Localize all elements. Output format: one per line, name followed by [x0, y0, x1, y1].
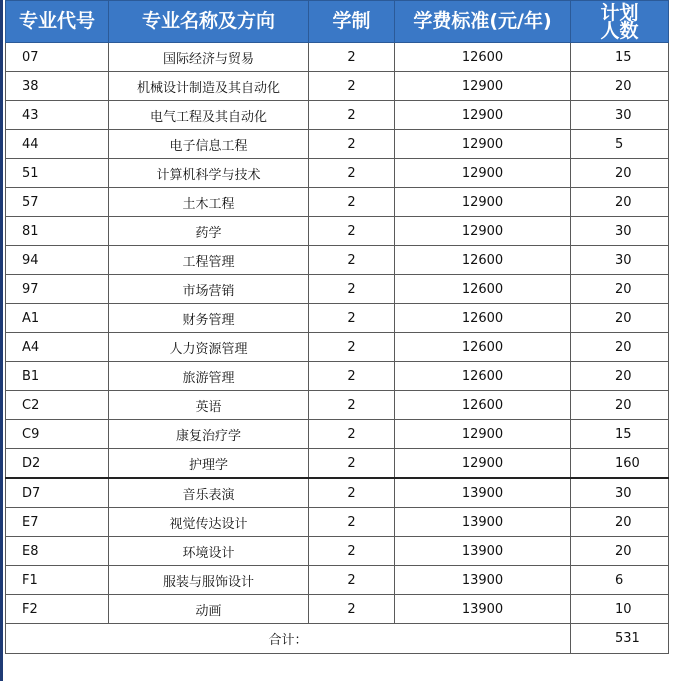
table-row [6, 508, 669, 537]
cell-name: 旅游管理 [109, 362, 309, 391]
cell-code: E7 [6, 508, 109, 537]
cell-plan: 20 [571, 508, 669, 537]
cell-plan: 20 [571, 304, 669, 333]
cell-name: 机械设计制造及其自动化 [109, 72, 309, 101]
cell-years: 2 [309, 566, 395, 595]
cell-name: 护理学 [109, 449, 309, 479]
header-code: 专业代号 [6, 1, 109, 43]
cell-years: 2 [309, 130, 395, 159]
cell-plan: 10 [571, 595, 669, 624]
header-fee: 学费标准(元/年) [395, 1, 571, 43]
cell-code: A4 [6, 333, 109, 362]
cell-name: 工程管理 [109, 246, 309, 275]
header-row [6, 1, 669, 43]
table-row [6, 246, 669, 275]
cell-fee: 12900 [395, 188, 571, 217]
cell-fee: 12900 [395, 420, 571, 449]
cell-fee: 13900 [395, 508, 571, 537]
table-row [6, 333, 669, 362]
cell-fee: 12600 [395, 333, 571, 362]
cell-years: 2 [309, 101, 395, 130]
cell-years: 2 [309, 478, 395, 508]
table-row [6, 130, 669, 159]
cell-years: 2 [309, 304, 395, 333]
table-row [6, 188, 669, 217]
table-row [6, 304, 669, 333]
cell-code: 07 [6, 43, 109, 72]
cell-code: B1 [6, 362, 109, 391]
cell-plan: 30 [571, 246, 669, 275]
header-name: 专业名称及方向 [109, 1, 309, 43]
cell-plan: 20 [571, 72, 669, 101]
cell-name: 人力资源管理 [109, 333, 309, 362]
cell-fee: 13900 [395, 595, 571, 624]
cell-name: 计算机科学与技术 [109, 159, 309, 188]
table-row [6, 217, 669, 246]
cell-code: F2 [6, 595, 109, 624]
left-border [0, 0, 3, 681]
cell-plan: 20 [571, 362, 669, 391]
cell-plan: 15 [571, 420, 669, 449]
table-row [6, 391, 669, 420]
table-row [6, 595, 669, 624]
cell-plan: 20 [571, 188, 669, 217]
cell-name: 市场营销 [109, 275, 309, 304]
header-plan-line2: 人数 [600, 20, 639, 42]
cell-plan: 20 [571, 275, 669, 304]
cell-years: 2 [309, 72, 395, 101]
total-label: 合计： [6, 624, 571, 654]
cell-code: 44 [6, 130, 109, 159]
table-row [6, 43, 669, 72]
cell-name: 国际经济与贸易 [109, 43, 309, 72]
table-row [6, 362, 669, 391]
cell-name: 环境设计 [109, 537, 309, 566]
cell-fee: 12600 [395, 304, 571, 333]
cell-code: A1 [6, 304, 109, 333]
cell-code: 97 [6, 275, 109, 304]
cell-plan: 20 [571, 537, 669, 566]
total-row [6, 624, 669, 654]
cell-years: 2 [309, 275, 395, 304]
cell-fee: 12900 [395, 72, 571, 101]
cell-plan: 5 [571, 130, 669, 159]
cell-fee: 12600 [395, 391, 571, 420]
cell-fee: 12600 [395, 275, 571, 304]
header-plan-line1: 计划 [600, 2, 639, 24]
cell-years: 2 [309, 43, 395, 72]
table-row [6, 72, 669, 101]
cell-code: 94 [6, 246, 109, 275]
table-row [6, 420, 669, 449]
table-row [6, 478, 669, 508]
cell-years: 2 [309, 449, 395, 479]
cell-years: 2 [309, 188, 395, 217]
cell-name: 服装与服饰设计 [109, 566, 309, 595]
cell-years: 2 [309, 362, 395, 391]
cell-plan: 160 [571, 449, 669, 479]
cell-fee: 12900 [395, 449, 571, 479]
cell-plan: 30 [571, 101, 669, 130]
cell-fee: 13900 [395, 566, 571, 595]
table-row [6, 537, 669, 566]
table-row [6, 566, 669, 595]
cell-years: 2 [309, 333, 395, 362]
cell-name: 土木工程 [109, 188, 309, 217]
cell-fee: 12600 [395, 246, 571, 275]
header-years: 学制 [309, 1, 395, 43]
table-row [6, 449, 669, 479]
cell-fee: 12600 [395, 43, 571, 72]
cell-years: 2 [309, 595, 395, 624]
cell-fee: 12600 [395, 362, 571, 391]
cell-name: 英语 [109, 391, 309, 420]
cell-code: C2 [6, 391, 109, 420]
cell-years: 2 [309, 246, 395, 275]
cell-name: 音乐表演 [109, 478, 309, 508]
cell-name: 电子信息工程 [109, 130, 309, 159]
table-row [6, 275, 669, 304]
cell-name: 康复治疗学 [109, 420, 309, 449]
cell-years: 2 [309, 391, 395, 420]
cell-years: 2 [309, 159, 395, 188]
cell-code: 38 [6, 72, 109, 101]
cell-name: 药学 [109, 217, 309, 246]
cell-plan: 6 [571, 566, 669, 595]
cell-fee: 12900 [395, 217, 571, 246]
cell-code: E8 [6, 537, 109, 566]
cell-plan: 20 [571, 391, 669, 420]
cell-code: 57 [6, 188, 109, 217]
header-plan [571, 1, 669, 43]
cell-code: D7 [6, 478, 109, 508]
cell-plan: 30 [571, 217, 669, 246]
cell-fee: 12900 [395, 101, 571, 130]
total-plan: 531 [571, 624, 669, 654]
cell-code: F1 [6, 566, 109, 595]
cell-years: 2 [309, 217, 395, 246]
cell-code: 43 [6, 101, 109, 130]
cell-years: 2 [309, 537, 395, 566]
cell-years: 2 [309, 420, 395, 449]
cell-name: 电气工程及其自动化 [109, 101, 309, 130]
cell-plan: 15 [571, 43, 669, 72]
tuition-table [5, 0, 669, 654]
cell-code: 81 [6, 217, 109, 246]
cell-code: 51 [6, 159, 109, 188]
cell-years: 2 [309, 508, 395, 537]
cell-name: 动画 [109, 595, 309, 624]
cell-name: 视觉传达设计 [109, 508, 309, 537]
cell-plan: 20 [571, 159, 669, 188]
cell-code: D2 [6, 449, 109, 479]
cell-fee: 12900 [395, 159, 571, 188]
cell-fee: 12900 [395, 130, 571, 159]
cell-plan: 30 [571, 478, 669, 508]
table-row [6, 101, 669, 130]
cell-fee: 13900 [395, 537, 571, 566]
cell-name: 财务管理 [109, 304, 309, 333]
table-row [6, 159, 669, 188]
cell-plan: 20 [571, 333, 669, 362]
cell-fee: 13900 [395, 478, 571, 508]
cell-code: C9 [6, 420, 109, 449]
